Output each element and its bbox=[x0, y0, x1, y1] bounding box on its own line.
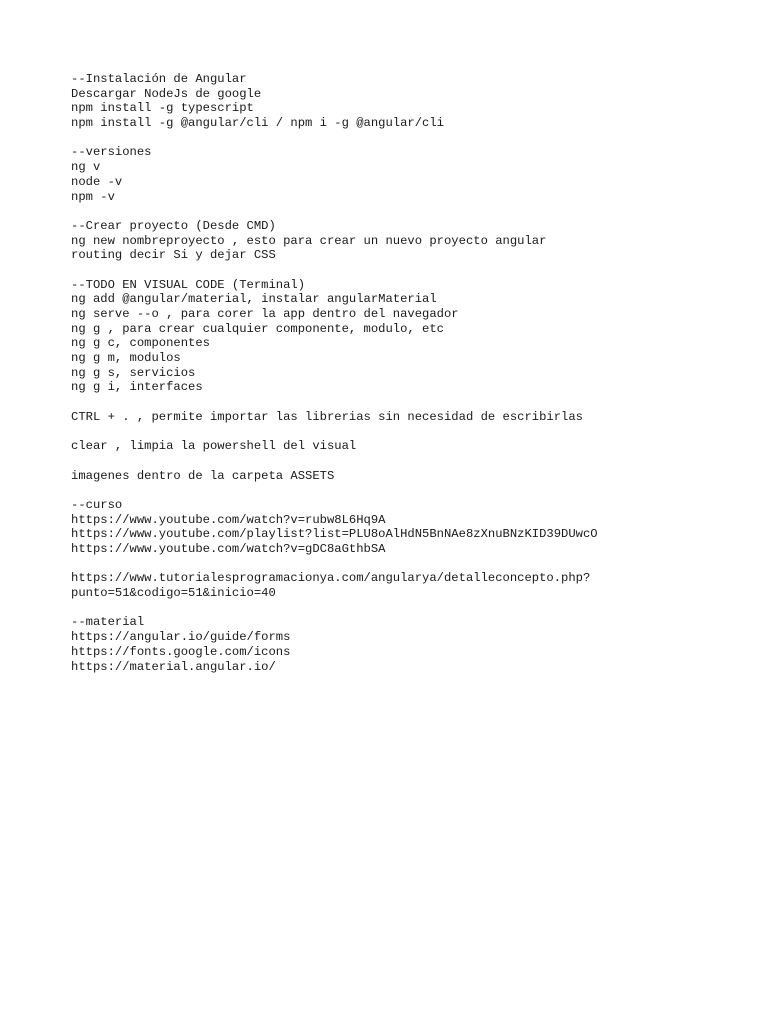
url-line: https://www.youtube.com/watch?v=rubw8L6Hq9A bbox=[71, 512, 386, 527]
blank-line bbox=[71, 204, 731, 219]
url-line: punto=51&codigo=51&inicio=40 bbox=[71, 586, 276, 601]
heading-curso: --curso bbox=[71, 497, 123, 512]
document-body bbox=[71, 72, 731, 674]
command-line: ng serve --o , para corer la app dentro del navegador bbox=[71, 307, 459, 321]
command-line: node -v bbox=[71, 174, 123, 189]
blank-line bbox=[71, 557, 731, 572]
url-line: https://www.youtube.com/watch?v=gDC8aGthbSA bbox=[71, 542, 386, 556]
url-line: https://fonts.google.com/icons bbox=[71, 644, 291, 659]
command-line: ng g , para crear cualquier componente, modulo, etc bbox=[71, 321, 444, 336]
command-line: ng g i, interfaces bbox=[71, 380, 203, 395]
blank-line bbox=[71, 454, 731, 469]
text-line: clear , limpia la powershell del visual bbox=[71, 439, 357, 454]
url-line: https://material.angular.io/ bbox=[71, 659, 276, 674]
text-line: imagenes dentro de la carpeta ASSETS bbox=[71, 468, 335, 483]
heading-material: --material bbox=[71, 615, 145, 630]
url-line: https://angular.io/guide/forms bbox=[71, 630, 291, 645]
url-line: https://www.youtube.com/playlist?list=PLU8oAlHdN5BnNAe8zXnuBNzKID39DUwcO bbox=[71, 527, 598, 542]
command-line: ng new nombreproyecto , esto para crear un nuevo proyecto angular bbox=[71, 233, 547, 248]
command-line: npm install -g typescript bbox=[71, 101, 254, 116]
blank-line bbox=[71, 483, 731, 498]
heading-crear-proyecto: --Crear proyecto (Desde CMD) bbox=[71, 218, 276, 233]
text-line: routing decir Si y dejar CSS bbox=[71, 248, 276, 263]
command-line: ng g m, modulos bbox=[71, 351, 181, 366]
blank-line bbox=[71, 395, 731, 410]
blank-line bbox=[71, 425, 731, 440]
command-line: ng g s, servicios bbox=[71, 365, 196, 380]
command-line: ng v bbox=[71, 160, 101, 175]
heading-versiones: --versiones bbox=[71, 145, 152, 160]
blank-line bbox=[71, 131, 731, 146]
command-line: npm install -g @angular/cli / npm i -g @angular/cli bbox=[71, 116, 444, 131]
command-line: ng g c, componentes bbox=[71, 336, 210, 351]
command-line: ng add @angular/material, instalar angularMaterial bbox=[71, 292, 437, 307]
text-line: Descargar NodeJs de google bbox=[71, 86, 262, 101]
blank-line bbox=[71, 601, 731, 616]
blank-line bbox=[71, 263, 731, 278]
heading-instalacion: --Instalación de Angular bbox=[71, 72, 247, 86]
heading-visual-code: --TODO EN VISUAL CODE (Terminal) bbox=[71, 277, 306, 292]
url-line: https://www.tutorialesprogramacionya.com/angularya/detalleconcepto.php? bbox=[71, 571, 591, 586]
command-line: npm -v bbox=[71, 189, 115, 204]
text-line: CTRL + . , permite importar las librerias sin necesidad de escribirlas bbox=[71, 409, 583, 424]
